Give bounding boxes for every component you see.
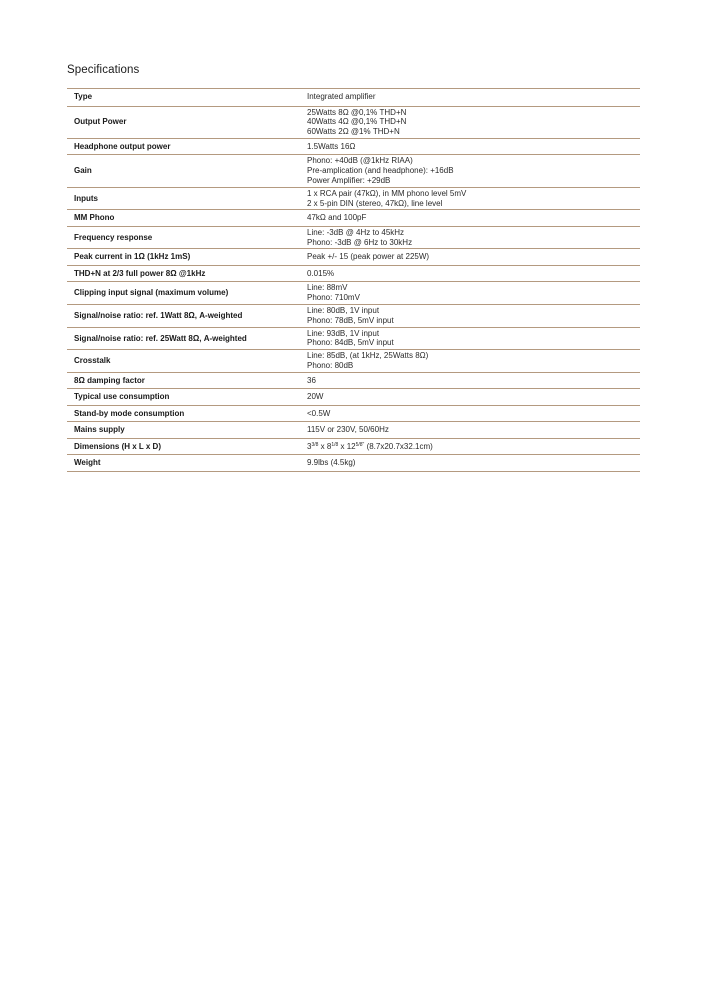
row-label: Crosstalk: [67, 350, 300, 373]
table-row: [67, 265, 640, 282]
row-value: [300, 327, 640, 350]
value-line: 47kΩ and 100pF: [307, 213, 367, 223]
table-row: [67, 226, 640, 249]
row-value: [300, 282, 640, 305]
dimension-height-fraction: 3/8: [311, 441, 319, 448]
row-label: Weight: [67, 455, 300, 472]
value-line: 36: [307, 375, 316, 385]
row-value: Integrated amplifier: [300, 89, 640, 107]
row-value: [300, 210, 640, 227]
value-line: Pre-amplication (and headphone): +16dB: [307, 166, 454, 176]
value-line: Phono: -3dB @ 6Hz to 30kHz: [307, 237, 413, 247]
value-line: Phono: 80dB: [307, 361, 354, 371]
row-label: Signal/noise ratio: ref. 1Watt 8Ω, A-weighted: [67, 305, 300, 328]
page-title: Specifications: [67, 64, 140, 76]
value-line: 20W: [307, 392, 324, 402]
value-line: Power Amplifier: +29dB: [307, 175, 391, 185]
table-row: [67, 405, 640, 422]
value-line: Line: 93dB, 1V input: [307, 328, 380, 338]
dimension-metric: (8.7x20.7x32.1cm): [364, 441, 433, 451]
table-row: [67, 389, 640, 406]
value-line: 25Watts 8Ω @0,1% THD+N: [307, 107, 407, 117]
value-line: 60Watts 2Ω @1% THD+N: [307, 127, 400, 137]
row-label: Frequency response: [67, 226, 300, 249]
specifications-table: [67, 88, 640, 472]
row-value: [300, 249, 640, 266]
value-line: Line: 88mV: [307, 283, 348, 293]
dimension-height: 3: [307, 441, 312, 451]
value-line: Phono: 84dB, 5mV input: [307, 338, 394, 348]
row-label: Typical use consumption: [67, 389, 300, 406]
table-row: [67, 305, 640, 328]
row-value: [300, 389, 640, 406]
row-label: Stand-by mode consumption: [67, 405, 300, 422]
row-value: [300, 138, 640, 155]
dimension-separator: x 8: [318, 441, 332, 451]
row-value: [300, 106, 640, 138]
value-line: Line: 80dB, 1V input: [307, 306, 380, 316]
row-label: 8Ω damping factor: [67, 372, 300, 389]
value-line: 1.5Watts 16Ω: [307, 141, 356, 151]
table-row: [67, 422, 640, 439]
table-row-dimensions: [67, 438, 640, 455]
dimension-separator: x 12: [338, 441, 356, 451]
row-value: [300, 187, 640, 210]
value-line: <0.5W: [307, 408, 331, 418]
value-line: Line: 85dB, (at 1kHz, 25Watts 8Ω): [307, 351, 429, 361]
table-row: [67, 249, 640, 266]
value-line: Phono: 710mV: [307, 293, 360, 303]
value-line: Line: -3dB @ 4Hz to 45kHz: [307, 227, 405, 237]
table-row: [67, 187, 640, 210]
row-value: [300, 226, 640, 249]
row-label: Clipping input signal (maximum volume): [67, 282, 300, 305]
row-value: [300, 422, 640, 439]
table-row: [67, 155, 640, 187]
table-row: [67, 327, 640, 350]
dimension-depth-fraction: 5/8": [355, 441, 365, 448]
row-label: Mains supply: [67, 422, 300, 439]
row-value: [300, 372, 640, 389]
value-line: Phono: 78dB, 5mV input: [307, 315, 394, 325]
table-row: [67, 210, 640, 227]
table-row: [67, 138, 640, 155]
value-line: 1 x RCA pair (47kΩ), in MM phono level 5mV: [307, 188, 467, 198]
value-line: Phono: +40dB (@1kHz RIAA): [307, 156, 413, 166]
row-label: Dimensions (H x L x D): [67, 438, 300, 455]
table-row: [67, 350, 640, 373]
row-value: [300, 265, 640, 282]
row-value: [300, 438, 640, 455]
value-line: 2 x 5-pin DIN (stereo, 47kΩ), line level: [307, 198, 443, 208]
dimension-length-fraction: 1/8: [331, 441, 339, 448]
value-line: Peak +/- 15 (peak power at 225W): [307, 252, 430, 262]
table-row: [67, 106, 640, 138]
table-row-type: [67, 89, 640, 107]
row-label: Signal/noise ratio: ref. 25Watt 8Ω, A-weighted: [67, 327, 300, 350]
row-label: Type: [67, 89, 300, 107]
row-label: Peak current in 1Ω (1kHz 1mS): [67, 249, 300, 266]
row-label: Gain: [67, 155, 300, 187]
table-row: [67, 282, 640, 305]
row-value: [300, 155, 640, 187]
row-value: [300, 405, 640, 422]
row-value: 9.9lbs (4.5kg): [300, 455, 640, 472]
value-line: 115V or 230V, 50/60Hz: [307, 425, 389, 435]
row-value: [300, 350, 640, 373]
row-label: Output Power: [67, 106, 300, 138]
row-label: THD+N at 2/3 full power 8Ω @1kHz: [67, 265, 300, 282]
row-value: [300, 305, 640, 328]
table-row: [67, 372, 640, 389]
value-line: 40Watts 4Ω @0,1% THD+N: [307, 117, 407, 127]
value-line: 0.015%: [307, 268, 335, 278]
row-label: MM Phono: [67, 210, 300, 227]
table-row-weight: [67, 455, 640, 472]
row-label: Inputs: [67, 187, 300, 210]
row-label: Headphone output power: [67, 138, 300, 155]
